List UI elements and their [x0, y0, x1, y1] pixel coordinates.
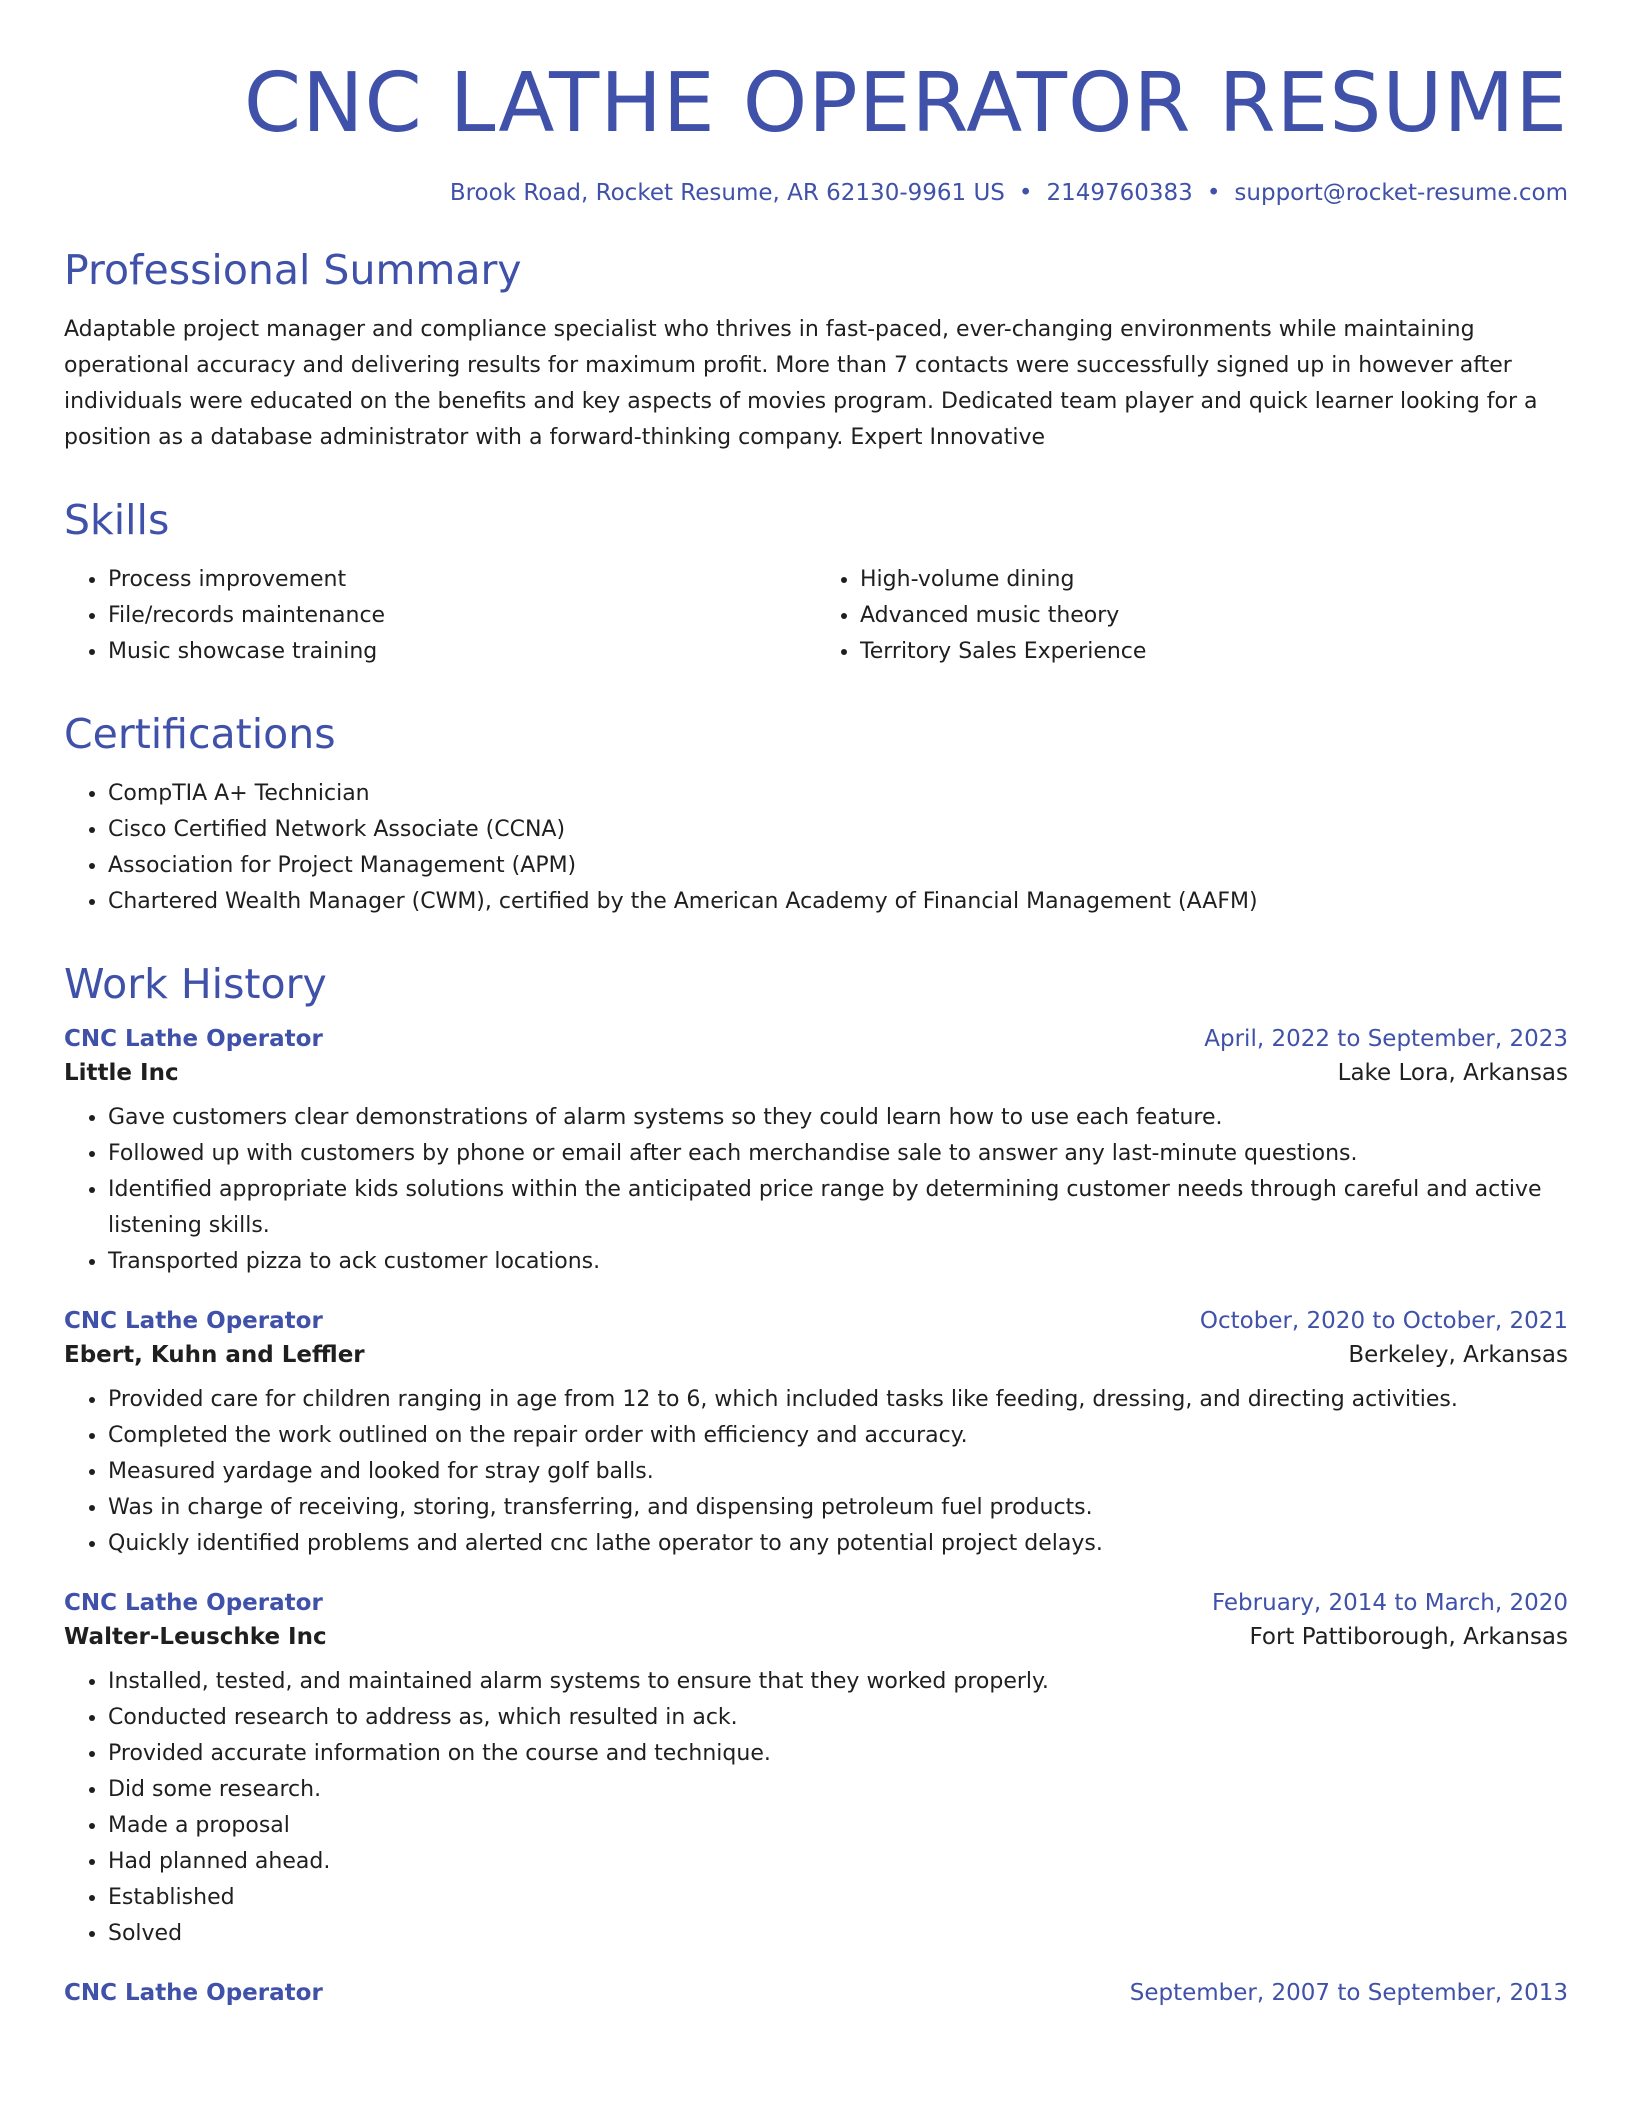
job-location: Berkeley, Arkansas: [1348, 1342, 1568, 1368]
skill-item: • Process improvement: [108, 562, 816, 598]
job-bullet: • Identified appropriate kids solutions within the anticipated price range by determining customer needs through careful and active listening skills.: [108, 1172, 1568, 1244]
job-dates: April, 2022 to September, 2023: [1204, 1026, 1568, 1052]
job-bullet: • Made a proposal: [108, 1808, 1568, 1844]
job-title: CNC Lathe Operator: [64, 1980, 323, 2006]
skill-item: • High-volume dining: [860, 562, 1568, 598]
certification-item: • Association for Project Management (APM): [108, 848, 1568, 884]
job-bullet: • Was in charge of receiving, storing, transferring, and dispensing petroleum fuel products.: [108, 1490, 1568, 1526]
resume-title: CNC LATHE OPERATOR RESUME: [243, 56, 1568, 151]
job-bullet: • Quickly identified problems and alerted cnc lathe operator to any potential project delays.: [108, 1526, 1568, 1562]
contact-address: Brook Road, Rocket Resume, AR 62130-9961 US: [449, 180, 1005, 206]
job-bullet: • Measured yardage and looked for stray golf balls.: [108, 1454, 1568, 1490]
contact-line: [64, 180, 1568, 206]
job-bullets: [64, 1664, 1568, 1952]
job-entry: [64, 1308, 1568, 1562]
skills-list-left: [64, 562, 816, 670]
job-bullet: • Completed the work outlined on the repair order with efficiency and accuracy.: [108, 1418, 1568, 1454]
certification-item: • Cisco Certified Network Associate (CCNA): [108, 812, 1568, 848]
job-bullet: • Provided accurate information on the course and technique.: [108, 1736, 1568, 1772]
job-company: Little Inc: [64, 1060, 179, 1086]
job-entry: [64, 1590, 1568, 1952]
job-bullets: [64, 1100, 1568, 1280]
contact-separator: •: [1206, 180, 1221, 206]
skills-heading: Skills: [64, 496, 170, 544]
job-bullet: • Solved: [108, 1916, 1568, 1952]
contact-separator: •: [1018, 180, 1033, 206]
certification-item: • Chartered Wealth Manager (CWM), certified by the American Academy of Financial Management (AAFM): [108, 884, 1568, 920]
certification-item: • CompTIA A+ Technician: [108, 776, 1568, 812]
job-entry: [64, 1026, 1568, 1280]
skill-item: • Advanced music theory: [860, 598, 1568, 634]
job-bullet: • Installed, tested, and maintained alarm systems to ensure that they worked properly.: [108, 1664, 1568, 1700]
skill-item: • Music showcase training: [108, 634, 816, 670]
certifications-list: [64, 776, 1568, 920]
job-bullets: [64, 1382, 1568, 1562]
job-dates: October, 2020 to October, 2021: [1199, 1308, 1568, 1334]
job-bullet: • Provided care for children ranging in age from 12 to 6, which included tasks like feeding, dressing, and directing activities.: [108, 1382, 1568, 1418]
job-bullet: • Followed up with customers by phone or email after each merchandise sale to answer any last-minute questions.: [108, 1136, 1568, 1172]
job-bullet: • Transported pizza to ack customer locations.: [108, 1244, 1568, 1280]
skills-list-right: [816, 562, 1568, 670]
job-bullet: • Gave customers clear demonstrations of alarm systems so they could learn how to use each feature.: [108, 1100, 1568, 1136]
job-location: Fort Pattiborough, Arkansas: [1249, 1624, 1568, 1650]
summary-text: Adaptable project manager and compliance specialist who thrives in fast-paced, ever-changing environments while maintaining operational accuracy and delivering results for maximum profit. More than 7 contacts were successfully signed up in however after individuals were educated on the benefits and key aspects of movies program. Dedicated team player and quick learner looking for a position as a database administrator with a forward-thinking company. Expert Innovative: [64, 317, 1538, 450]
job-entry: [64, 1980, 1568, 2006]
job-bullet: • Conducted research to address as, which resulted in ack.: [108, 1700, 1568, 1736]
skill-item: • File/records maintenance: [108, 598, 816, 634]
job-bullet: • Had planned ahead.: [108, 1844, 1568, 1880]
job-bullet: • Established: [108, 1880, 1568, 1916]
skills-grid: [64, 562, 1568, 670]
job-title: CNC Lathe Operator: [64, 1308, 323, 1334]
job-title: CNC Lathe Operator: [64, 1026, 323, 1052]
job-location: Lake Lora, Arkansas: [1337, 1060, 1568, 1086]
job-dates: February, 2014 to March, 2020: [1211, 1590, 1568, 1616]
job-title: CNC Lathe Operator: [64, 1590, 323, 1616]
job-company: Walter-Leuschke Inc: [64, 1624, 327, 1650]
certifications-heading: Certifications: [64, 710, 336, 758]
work-history-heading: Work History: [64, 960, 327, 1008]
contact-phone: 2149760383: [1046, 180, 1193, 206]
summary-heading: Professional Summary: [64, 246, 522, 294]
job-bullet: • Did some research.: [108, 1772, 1568, 1808]
contact-email[interactable]: support@rocket-resume.com: [1234, 180, 1568, 206]
skill-item: • Territory Sales Experience: [860, 634, 1568, 670]
job-company: Ebert, Kuhn and Leffler: [64, 1342, 365, 1368]
job-dates: September, 2007 to September, 2013: [1129, 1980, 1568, 2006]
